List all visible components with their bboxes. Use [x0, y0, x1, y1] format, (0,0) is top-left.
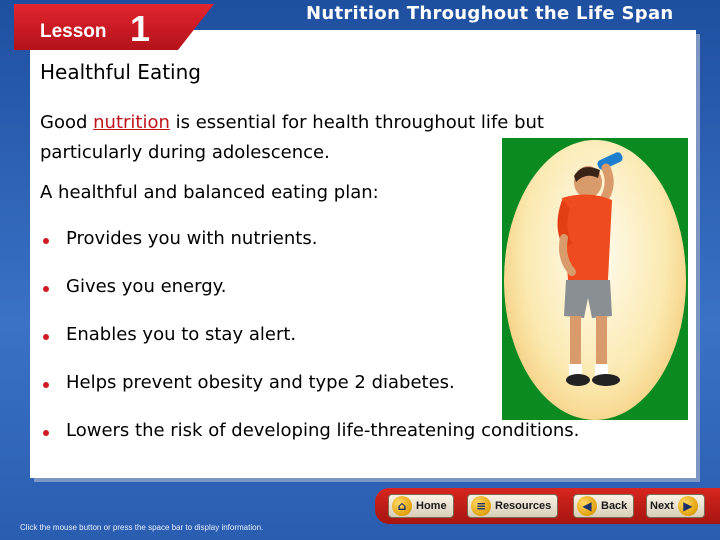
resources-label: Resources — [495, 500, 552, 512]
list-item-text: Gives you energy. — [66, 276, 227, 297]
home-button[interactable] — [388, 494, 454, 518]
list-item-text: Provides you with nutrients. — [66, 228, 318, 249]
home-label: Home — [416, 500, 447, 512]
bullet-icon — [43, 286, 49, 292]
slide-title: Nutrition Throughout the Life Span — [306, 3, 674, 24]
section-heading: Healthful Eating — [40, 60, 201, 84]
resources-button[interactable] — [467, 494, 558, 518]
resources-icon: ≡ — [471, 496, 491, 516]
bullet-icon — [43, 238, 49, 244]
list-item-text: Enables you to stay alert. — [66, 324, 297, 345]
footer-instruction: Click the mouse button or press the space bar to display information. — [20, 523, 264, 532]
teen-drinking-water-photo — [502, 138, 688, 420]
home-icon: ⌂ — [392, 496, 412, 516]
bullet-icon — [43, 430, 49, 436]
teen-figure-illustration — [502, 138, 688, 420]
lesson-number: 1 — [130, 8, 151, 49]
nutrition-link[interactable]: nutrition — [93, 112, 170, 133]
back-arrow-icon: ◀ — [577, 496, 597, 516]
list-item-text: Helps prevent obesity and type 2 diabetes. — [66, 372, 455, 393]
next-button[interactable] — [646, 494, 705, 518]
plan-label: A healthful and balanced eating plan: — [40, 182, 379, 203]
next-arrow-icon: ▶ — [678, 496, 698, 516]
bullet-icon — [43, 334, 49, 340]
back-button[interactable] — [573, 494, 634, 518]
intro-text-end: is essential for health throughout life but particularly during adolescence. — [40, 112, 544, 163]
next-label: Next — [650, 500, 674, 512]
lesson-label: Lesson — [40, 21, 107, 42]
list-item-text: Lowers the risk of developing life-threatening conditions. — [66, 420, 580, 441]
intro-text-start: Good — [40, 112, 94, 133]
back-label: Back — [601, 500, 628, 512]
bullet-icon — [43, 382, 49, 388]
